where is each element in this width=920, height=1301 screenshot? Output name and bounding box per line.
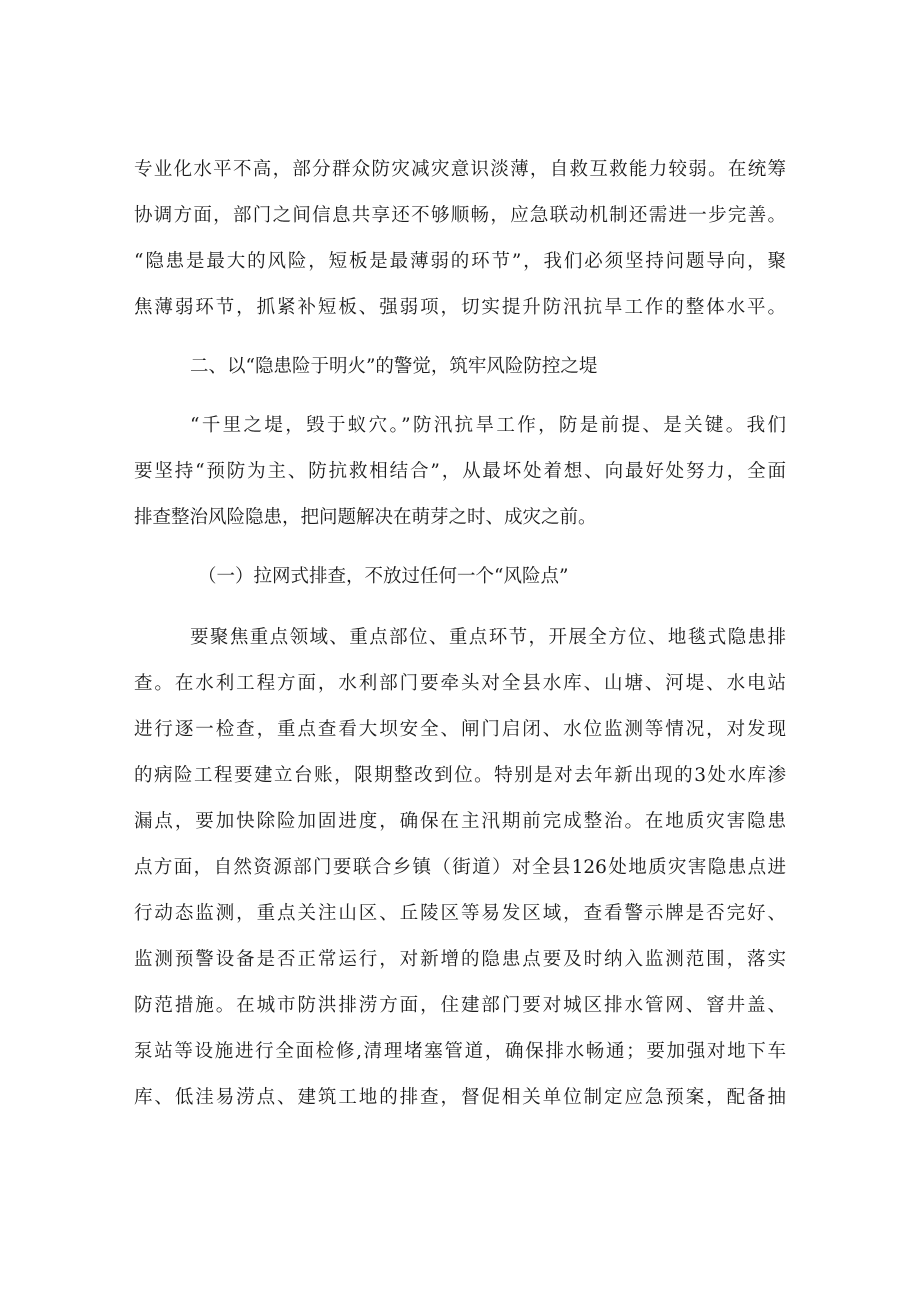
text-line xyxy=(0,758,920,794)
line-text: 要坚持“预防为主、防抗救相结合”，从最坏处着想、向最好处努力，全面 xyxy=(134,461,786,482)
text-line xyxy=(0,1034,920,1070)
line-text: “千里之堤，毁于蚁穴。”防汛抗旱工作，防是前提、是关键。我们 xyxy=(190,415,786,436)
text-line xyxy=(0,666,920,702)
line-text: 漏点，要加快除险加固进度，确保在主汛期前完成整治。在地质灾害隐患 xyxy=(134,811,786,832)
text-line xyxy=(0,804,920,840)
line-text: 库、低洼易涝点、建筑工地的排查，督促相关单位制定应急预案，配备抽 xyxy=(134,1087,786,1108)
subsection-heading-text: （一）拉网式排查，不放过任何一个“风险点” xyxy=(198,566,569,587)
text-line xyxy=(0,988,920,1024)
line-text: 点方面，自然资源部门要联合乡镇（街道）对全县126处地质灾害隐患点进 xyxy=(134,857,786,878)
text-line xyxy=(0,850,920,886)
line-text: 监测预警设备是否正常运行，对新增的隐患点要及时纳入监测范围，落实 xyxy=(134,949,786,970)
line-text: 焦薄弱环节，抓紧补短板、强弱项，切实提升防汛抗旱工作的整体水平。 xyxy=(134,297,786,318)
section-heading-text: 二、以“隐患险于明火”的警觉，筑牢风险防控之堤 xyxy=(190,356,598,377)
line-text: 泵站等设施进行全面检修,清理堵塞管道，确保排水畅通；要加强对地下车 xyxy=(134,1041,786,1062)
line-text: 行动态监测，重点关注山区、丘陵区等易发区域，查看警示牌是否完好、 xyxy=(134,903,786,924)
text-line xyxy=(0,500,920,536)
text-line xyxy=(0,942,920,978)
line-text: 查。在水利工程方面，水利部门要牵头对全县水库、山塘、河堤、水电站 xyxy=(134,673,786,694)
line-text: 进行逐一检查，重点查看大坝安全、闸门启闭、水位监测等情况，对发现 xyxy=(134,719,786,740)
line-text: 防范措施。在城市防洪排涝方面，住建部门要对城区排水管网、窨井盖、 xyxy=(134,995,786,1016)
text-line xyxy=(0,408,920,444)
text-line xyxy=(0,712,920,748)
text-line xyxy=(0,620,920,656)
text-line xyxy=(0,244,920,280)
text-line xyxy=(0,152,920,188)
text-line xyxy=(0,454,920,490)
line-text: 要聚焦重点领域、重点部位、重点环节，开展全方位、地毯式隐患排 xyxy=(190,627,786,648)
line-text: “隐患是最大的风险，短板是最薄弱的环节”，我们必须坚持问题导向，聚 xyxy=(134,251,786,272)
text-line xyxy=(0,896,920,932)
text-line xyxy=(0,290,920,326)
text-line xyxy=(0,1080,920,1116)
text-line xyxy=(0,198,920,234)
line-text: 排查整治风险隐患，把问题解决在萌芽之时、成灾之前。 xyxy=(134,507,597,528)
subsection-heading xyxy=(0,559,920,595)
line-text: 的病险工程要建立台账，限期整改到位。特别是对去年新出现的3处水库渗 xyxy=(134,765,786,786)
line-text: 专业化水平不高，部分群众防灾减灾意识淡薄，自救互救能力较弱。在统筹 xyxy=(134,159,786,180)
section-heading xyxy=(0,349,920,385)
line-text: 协调方面，部门之间信息共享还不够顺畅，应急联动机制还需进一步完善。 xyxy=(134,205,786,226)
